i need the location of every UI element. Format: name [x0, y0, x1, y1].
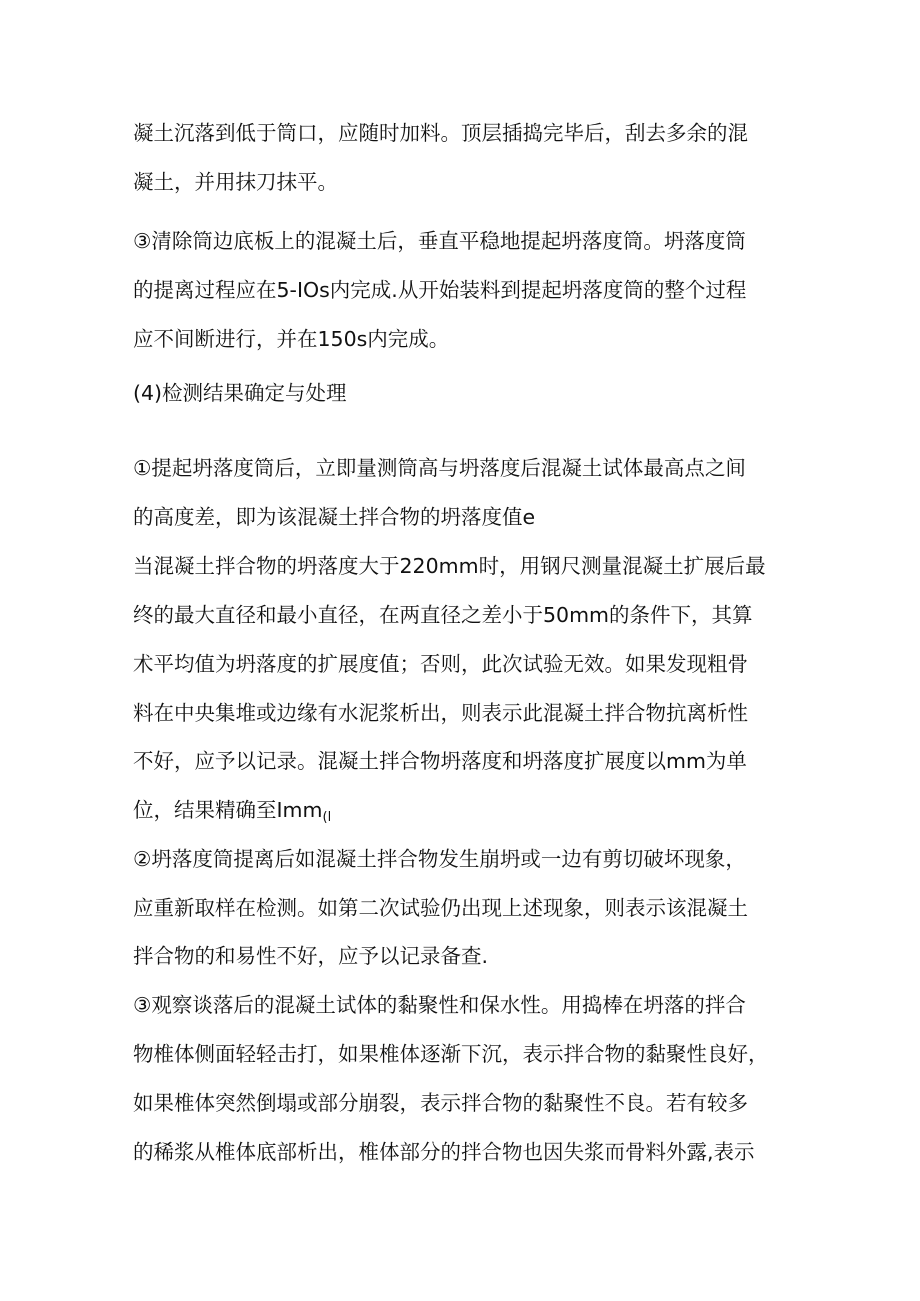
- section-heading: (4)检测结果确定与处理: [133, 381, 347, 405]
- text-line: 术平均值为坍落度的扩展度值；否则，此次试验无效。如果发现粗骨: [133, 652, 748, 676]
- text-line: 如果椎体突然倒塌或部分崩裂，表示拌合物的黏聚性不良。若有较多: [133, 1091, 748, 1115]
- text-line: 不好，应予以记录。混凝土拌合物坍落度和坍落度扩展度以mm为单: [133, 749, 747, 773]
- text-line: 当混凝土拌合物的坍落度大于220mm时，用钢尺测量混凝土扩展后最: [133, 554, 766, 578]
- text-line: [133, 795, 793, 825]
- text-line: ③清除筒边底板上的混凝土后，垂直平稳地提起坍落度筒。坍落度筒: [133, 229, 746, 253]
- text-line: 料在中央集堆或边缘有水泥浆析出，则表示此混凝土拌合物抗离析性: [133, 701, 748, 725]
- text-line: 凝土，并用抹刀抹平。: [133, 170, 338, 194]
- text-line: 应重新取样在检测。如第二次试验仍出现上述现象，则表示该混凝土: [133, 896, 748, 920]
- text-line: 物椎体侧面轻轻击打，如果椎体逐渐下沉，表示拌合物的黏聚性良好，: [133, 1042, 769, 1066]
- text-line: 应不间断进行，并在150s内完成。: [133, 327, 450, 351]
- text-line-suffix: (l: [322, 810, 332, 825]
- text-line: ②坍落度筒提离后如混凝土拌合物发生崩坍或一边有剪切破坏现象，: [133, 847, 746, 871]
- text-line: ③观察谈落后的混凝土试体的黏聚性和保水性。用捣棒在坍落的拌合: [133, 993, 746, 1017]
- text-line: 的高度差，即为该混凝土拌合物的坍落度值e: [133, 505, 536, 529]
- text-line: ①提起坍落度筒后，立即量测筒高与坍落度后混凝土试体最高点之间: [133, 456, 746, 480]
- text-line: 的提离过程应在5-IOs内完成.从开始装料到提起坍落度筒的整个过程: [133, 278, 747, 302]
- text-line: 终的最大直径和最小直径，在两直径之差小于50mm的条件下，其算: [133, 603, 753, 627]
- text-line: 拌合物的和易性不好，应予以记录备查.: [133, 944, 489, 968]
- text-line: 的稀浆从椎体底部析出，椎体部分的拌合物也因失浆而骨料外露,表示: [133, 1140, 755, 1164]
- text-line-main: 位，结果精确至Imm: [133, 798, 323, 822]
- text-line: 凝土沉落到低于筒口，应随时加料。顶层插捣完毕后，刮去多余的混: [133, 121, 748, 145]
